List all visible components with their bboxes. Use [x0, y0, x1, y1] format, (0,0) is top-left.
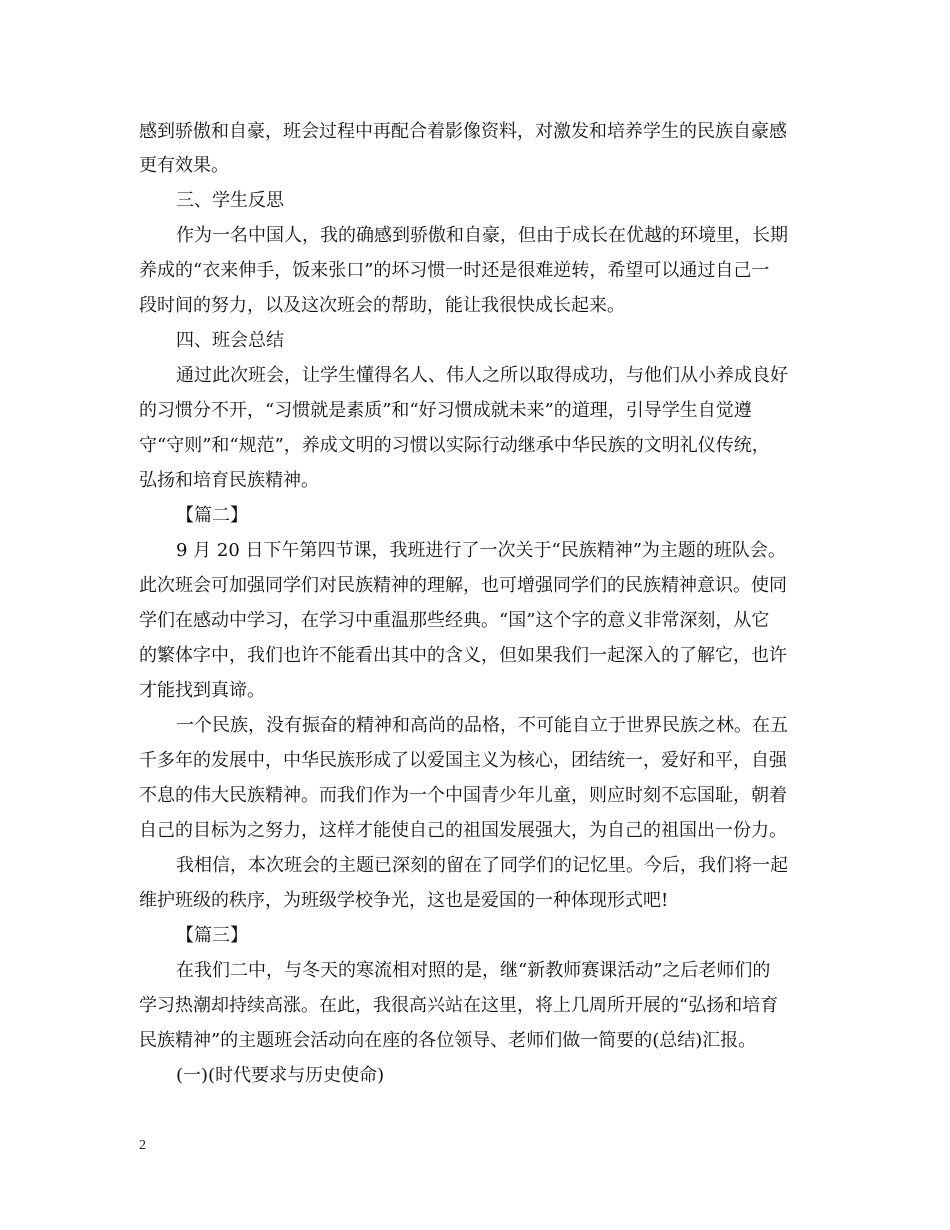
paragraph-first-line: 作为一名中国人，我的确感到骄傲和自豪，但由于成长在优越的环境里，长期 — [176, 225, 788, 246]
subsection-heading: (一)(时代要求与历史使命) — [176, 1065, 385, 1086]
page-number: 2 — [139, 1138, 146, 1153]
body-text-line: 学们在感动中学习，在学习中重温那些经典。“国”这个字的意义非常深刻，从它 — [139, 610, 770, 631]
paragraph-first-line: 在我们二中，与冬天的寒流相对照的是，继“新教师赛课活动”之后老师们的 — [176, 960, 771, 981]
body-text-line: 千多年的发展中，中华民族形成了以爱国主义为核心，团结统一，爱好和平，自强 — [139, 750, 787, 771]
paragraph-first-line: 一个民族，没有振奋的精神和高尚的品格，不可能自立于世界民族之林。在五 — [176, 715, 788, 736]
body-text-line: 民族精神”的主题班会活动向在座的各位领导、老师们做一简要的(总结)汇报。 — [139, 1030, 757, 1051]
section-heading: 【篇二】 — [176, 505, 248, 526]
body-text-line: 不息的伟大民族精神。而我们作为一个中国青少年儿童，则应时刻不忘国耻，朝着 — [139, 785, 787, 806]
section-heading: 三、学生反思 — [176, 190, 284, 211]
body-text-line: 段时间的努力，以及这次班会的帮助，能让我很快成长起来。 — [139, 295, 625, 316]
section-heading: 【篇三】 — [176, 925, 248, 946]
body-text-line: 养成的“衣来伸手，饭来张口”的坏习惯一时还是很难逆转，希望可以通过自己一 — [139, 260, 770, 281]
paragraph-first-line: 我相信，本次班会的主题已深刻的留在了同学们的记忆里。今后，我们将一起 — [176, 855, 788, 876]
paragraph-first-line: 9 月 20 日下午第四节课，我班进行了一次关于“民族精神”为主题的班队会。 — [176, 540, 786, 561]
body-text-line: 更有效果。 — [139, 155, 229, 176]
body-text-line: 弘扬和培育民族精神。 — [139, 470, 319, 491]
section-heading: 四、班会总结 — [176, 330, 284, 351]
body-text-line: 此次班会可加强同学们对民族精神的理解，也可增强同学们的民族精神意识。使同 — [139, 575, 787, 596]
body-text-line: 守“守则”和“规范”，养成文明的习惯以实际行动继承中华民族的文明礼仪传统， — [139, 435, 770, 456]
body-text-line: 的习惯分不开，“习惯就是素质”和“好习惯成就未来”的道理，引导学生自觉遵 — [139, 400, 752, 421]
body-text-line: 学习热潮却持续高涨。在此，我很高兴站在这里，将上几周所开展的“弘扬和培育 — [139, 995, 779, 1016]
body-text-line: 自己的目标为之努力，这样才能使自己的祖国发展强大，为自己的祖国出一份力。 — [139, 820, 787, 841]
body-text-line: 才能找到真谛。 — [139, 680, 265, 701]
body-text-line: 维护班级的秩序，为班级学校争光，这也是爱国的一种体现形式吧! — [139, 890, 669, 911]
body-text-line: 感到骄傲和自豪，班会过程中再配合着影像资料，对激发和培养学生的民族自豪感 — [139, 121, 787, 142]
body-text-line: 的繁体字中，我们也许不能看出其中的含义，但如果我们一起深入的了解它，也许 — [139, 645, 787, 666]
paragraph-first-line: 通过此次班会，让学生懂得名人、伟人之所以取得成功，与他们从小养成良好 — [176, 365, 788, 386]
